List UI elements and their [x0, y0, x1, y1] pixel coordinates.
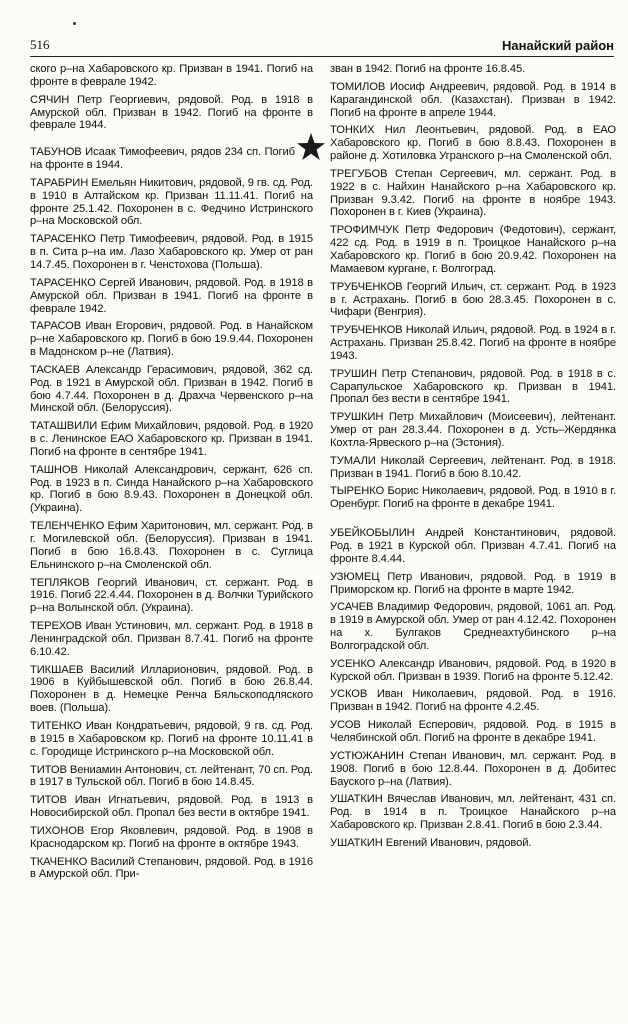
list-entry: ТАРАСЕНКО Петр Тимофеевич, рядовой. Род. в 1915 в п. Сита р–на им. Лазо Хабаровского кр. Умер от ран 14.7.45. Похоронен в г. Ченстохова (Польша). [30, 233, 313, 271]
list-entry: УСКОВ Иван Николаевич, рядовой. Род. в 1916. Призван в 1942. Погиб на фронте 4.2.45. [330, 688, 616, 714]
list-entry: ского р–на Хабаровского кр. Призван в 1941. Погиб на фронте в феврале 1942. [30, 63, 313, 88]
list-entry: ТАБУНОВ Исаак Тимофеевич, рядов 234 сп. Погиб на фронте в 1944. [30, 146, 295, 172]
list-entry: ТИКШАЕВ Василий Илларионович, рядовой. Род. в 1906 в Куйбышевской обл. Погиб в бою 26.8.44. Похоронен в д. Немецке Ренча Бяльскоподляского воев. (Польша). [30, 663, 313, 715]
list-entry: УЗЮМЕЦ Петр Иванович, рядовой. Род. в 1919 в Приморском кр. Погиб на фронте в марте 1942. [330, 570, 616, 596]
list-entry: ТАШНОВ Николай Александрович, сержант, 626 сп. Род. в 1923 в п. Синда Нанайского р–на Хабаровского кр. Погиб в бою 8.9.43. Похоронен в Донецкой обл. (Украина). [30, 463, 313, 515]
list-entry: ТИТОВ Вениамин Антонович, ст. лейтенант, 70 сп. Род. в 1917 в Тульской обл. Погиб в бою 14.8.45. [30, 763, 313, 789]
running-title: Нанайский район [502, 38, 614, 53]
right-column [330, 63, 616, 855]
list-entry: ТИХОНОВ Егор Яковлевич, рядовой. Род. в 1908 в Краснодарском кр. Погиб на фронте в октябре 1943. [30, 824, 313, 850]
list-entry: УСОВ Николай Есперович, рядовой. Род. в 1915 в Челябинской обл. Погиб на фронте в декабре 1941. [330, 719, 616, 744]
list-entry: ТРОФИМЧУК Петр Федорович (Федотович), сержант, 422 сд. Род. в 1919 в п. Троицкое Нанайского р–на Хабаровского кр. Погиб в бою 20.9.42. Похоронен на Мамаевом кургане, г. Волгоград. [330, 224, 616, 275]
list-entry: ТКАЧЕНКО Василий Степанович, рядовой. Род. в 1916 в Амурской обл. При- [30, 855, 313, 881]
list-entry: ТИТЕНКО Иван Кондратьевич, рядовой, 9 гв. сд. Род. в 1915 в Хабаровском кр. Погиб на фронте 10.11.41 в с. Городище Истринского р–на Московской обл. [30, 719, 313, 758]
list-entry: ТОНКИХ Нил Леонтьевич, рядовой. Род. в ЕАО Хабаровского кр. Погиб в бою 8.8.43. Похоронен в районе д. Хотиловка Угранского р–на Смоленской обл. [330, 124, 616, 163]
list-entry: ТАРАСОВ Иван Егорович, рядовой. Род. в Нанайском р–не Хабаровского кр. Погиб в бою 19.9.44. Похоронен в Мадонском р–не (Латвия). [30, 320, 313, 359]
list-entry: ТАСКАЕВ Александр Герасимович, рядовой, 362 сд. Род. в 1921 в Амурской обл. Призван в 1942. Погиб в бою 4.7.44. Похоронен в д. Драхча Червенского р–на Минской обл. (Белоруссия). [30, 363, 313, 415]
list-entry: УБЕЙКОБЫЛИН Андрей Константинович, рядовой. Род. в 1921 в Курской обл. Призван 4.7.41. Погиб на фронте 8.4.44. [330, 527, 616, 565]
list-entry: УСАЧЕВ Владимир Федорович, рядовой, 1061 ап. Род. в 1919 в Амурской обл. Умер от ран 4.12.42. Похоронен на х. Булгаков Среднеахтубинского р–на Волгоградской обл. [330, 601, 616, 652]
list-entry: ТУМАЛИ Николай Сергеевич, лейтенант. Род. в 1918. Призван в 1941. Погиб в бою 8.10.42. [330, 454, 616, 480]
page-number: 516 [30, 37, 50, 52]
page-header [30, 36, 614, 57]
list-entry: ТАРАБРИН Емельян Никитович, рядовой, 9 гв. сд. Род. в 1910 в Алтайском кр. Призван 11.11.41. Погиб на фронте 25.1.42. Похоронен в с. Федчино Истринского р–на Московской обл. [30, 176, 313, 228]
list-entry: ТАРАСЕНКО Сергей Иванович, рядовой. Род. в 1918 в Амурской обл. Призван в 1941. Погиб на фронте в феврале 1942. [30, 276, 313, 315]
left-column [30, 63, 313, 886]
list-entry: зван в 1942. Погиб на фронте 16.8.45. [330, 63, 526, 75]
list-entry: ТРЕГУБОВ Степан Сергеевич, мл. сержант. Род. в 1922 в с. Найхин Нанайского р–на Хабаровского кр. Призван 9.3.42. Погиб на фронте в ноябре 1943. Похоронен в г. Киев (Украина). [330, 167, 616, 219]
list-entry: ТАТАШВИЛИ Ефим Михайлович, рядовой. Род. в 1920 в с. Ленинское ЕАО Хабаровского кр. Призван в 1941. Погиб на фронте в сентябре 1941. [30, 420, 313, 458]
list-entry: УШАТКИН Вячеслав Иванович, мл. лейтенант, 431 сп. Род. в 1914 в п. Троицкое Нанайского р–на Хабаровского кр. Призван 2.8.41. Погиб в бою 2.3.44. [330, 793, 616, 832]
list-entry: ТИТОВ Иван Игнатьевич, рядовой. Род. в 1913 в Новосибирской обл. Пропал без вести в октябре 1941. [30, 794, 313, 820]
list-entry: ТРУБЧЕНКОВ Георгий Ильич, ст. сержант. Род. в 1923 в г. Астрахань. Погиб в бою 28.3.45. Похоронен в с. Чифари (Венгрия). [330, 280, 616, 319]
list-entry: ТЕРЕХОВ Иван Устинович, мл. сержант. Род. в 1918 в Ленинградской обл. Призван 8.7.41. Погиб на фронте 6.10.42. [30, 620, 313, 658]
list-entry: ТРУШКИН Петр Михайлович (Моисеевич), лейтенант. Умер от ран 28.3.44. Похоронен в д. Усть–Жердянка Кохтла-Ярвеского р–на (Эстония). [330, 411, 616, 449]
list-entry: ТЕЛЕНЧЕНКО Ефим Харитонович, мл. сержант. Род. в г. Могилевской обл. (Белоруссия). Призван в 1941. Погиб в бою 16.8.43. Похоронен в с. Суглица Ельнинского р–на Смоленской обл. [30, 520, 313, 571]
list-entry: ТОМИЛОВ Иосиф Андреевич, рядовой. Род. в 1914 в Карагандинской обл. (Казахстан). Призван в 1942. Погиб на фронте в апреле 1944. [330, 80, 616, 119]
list-entry: УШАТКИН Евгений Иванович, рядовой. [330, 836, 532, 849]
list-entry: СЯЧИН Петр Георгиевич, рядовой. Род. в 1918 в Амурской обл. Призван в 1942. Погиб на фронте в феврале 1944. [30, 93, 313, 132]
list-entry: УСТЮЖАНИН Степан Иванович, мл. сержант. Род. в 1908. Погиб в бою 12.8.44. Похоронен в д. Добитес Бауского р–на (Латвия). [330, 749, 616, 788]
speck-mark [73, 22, 76, 25]
list-entry: ТЫРЕНКО Борис Николаевич, рядовой. Род. в 1910 в г. Оренбург. Погиб на фронте в декабре 1941. [330, 485, 616, 511]
list-entry: ТЕПЛЯКОВ Георгий Иванович, ст. сержант. Род. в 1916. Погиб 22.4.44. Похоронен в д. Волчки Турийского р–на Волынской обл. (Украина). [30, 576, 313, 615]
list-entry: УСЕНКО Александр Иванович, рядовой. Род. в 1920 в Курской обл. Призван в 1939. Погиб на фронте 5.12.42. [330, 657, 616, 683]
list-entry: ТРУШИН Петр Степанович, рядовой. Род. в 1918 в с. Сарапульское Хабаровского кр. Призван в 1941. Пропал без вести в сентябре 1941. [330, 367, 616, 406]
list-entry: ТРУБЧЕНКОВ Николай Ильич, рядовой. Род. в 1924 в г. Астрахань. Призван 25.8.42. Погиб на фронте в ноябре 1943. [330, 324, 616, 362]
